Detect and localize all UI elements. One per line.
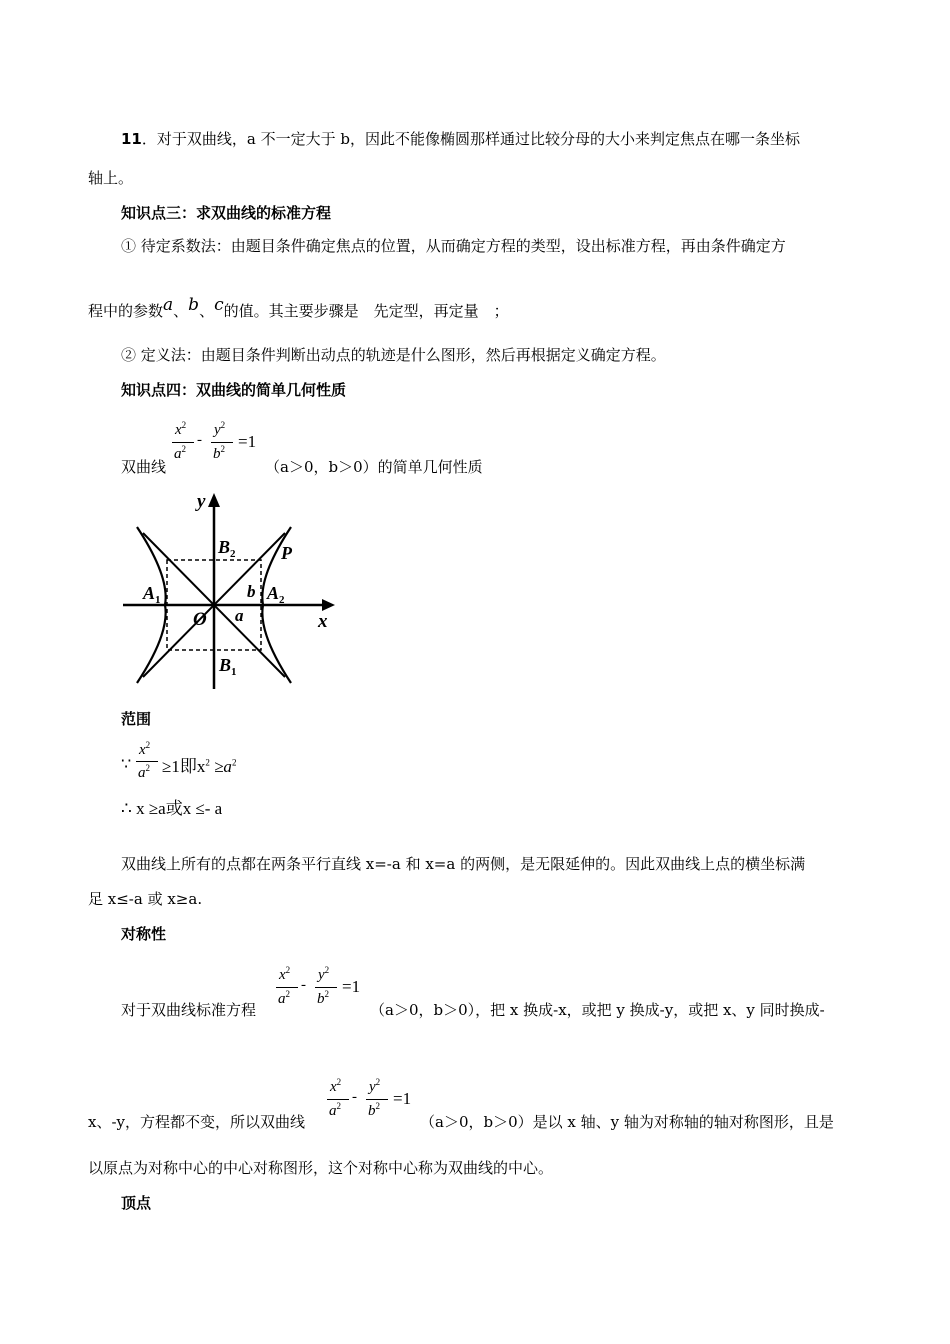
param-b: b xyxy=(188,295,200,315)
symmetry-line2-post: （a＞0，b＞0）是以 x 轴、y 轴为对称轴的轴对称图形，且是 xyxy=(420,1113,834,1131)
property-conditions: （a＞0，b＞0）的简单几何性质 xyxy=(265,458,483,476)
param-a: a xyxy=(163,295,174,315)
x-axis-label: x xyxy=(318,611,328,632)
because-symbol: ∵ xyxy=(121,754,132,773)
paragraph-text: ．对于双曲线，a 不一定大于 b，因此不能像椭圆那样通过比较分母的大小来判定焦点在哪一条坐标 xyxy=(141,130,800,148)
hyperbola-figure xyxy=(115,487,345,692)
range-title: 范围 xyxy=(121,710,152,728)
vertex-title: 顶点 xyxy=(121,1194,152,1212)
symmetry-title: 对称性 xyxy=(121,925,167,943)
range-para-line2: 足 x≤-a 或 x≥a. xyxy=(88,890,203,908)
symmetry-line3: 以原点为对称中心的中心对称图形，这个对称中心称为双曲线的中心。 xyxy=(88,1159,554,1177)
method-1-line2: 程中的参数a、b、c的值。其主要步骤是 先定型，再定量 ； xyxy=(88,295,509,320)
label-P: P xyxy=(281,543,292,563)
range-para-line1: 双曲线上所有的点都在两条平行直线 x=-a 和 x=a 的两侧，是无限延伸的。因此双曲线上点的横坐标满 xyxy=(121,855,806,873)
label-B1: $B_1$ xyxy=(219,655,237,678)
label-A1: $A_1$ xyxy=(143,583,161,606)
label-B2: $B_2$ xyxy=(218,537,236,560)
range-conclusion: ∴ x ≥a或x ≤- a xyxy=(121,799,223,818)
symmetry-line1-pre: 对于双曲线标准方程 xyxy=(121,1001,257,1019)
paragraph-11-line2: 轴上。 xyxy=(88,169,134,187)
y-axis-label: y xyxy=(197,491,206,512)
method-2: ② 定义法：由题目条件判断出动点的轨迹是什么图形，然后再根据定义确定方程。 xyxy=(121,346,666,364)
range-inequality: ≥1即$x^2 \ge a^2$ xyxy=(162,757,237,776)
label-O: O xyxy=(193,609,207,630)
property-intro: 双曲线 xyxy=(121,458,167,476)
label-A2: $A_2$ xyxy=(267,583,285,606)
symmetry-line2-pre: x、-y，方程都不变，所以双曲线 xyxy=(88,1113,306,1131)
method-1-line1: ① 待定系数法：由题目条件确定焦点的位置，从而确定方程的类型，设出标准方程，再由条件确定方 xyxy=(121,237,786,255)
heading-knowledge-point-4: 知识点四：双曲线的简单几何性质 xyxy=(121,381,347,399)
symmetry-line1-post: （a＞0，b＞0），把 x 换成-x，或把 y 换成-y，或把 x、y 同时换成- xyxy=(370,1001,825,1019)
heading-knowledge-point-3: 知识点三：求双曲线的标准方程 xyxy=(121,204,332,222)
paragraph-11-line1 xyxy=(121,128,800,149)
label-a: a xyxy=(235,606,244,625)
label-b: b xyxy=(247,582,256,601)
item-number: 11 xyxy=(121,130,142,148)
param-c: c xyxy=(214,295,224,315)
